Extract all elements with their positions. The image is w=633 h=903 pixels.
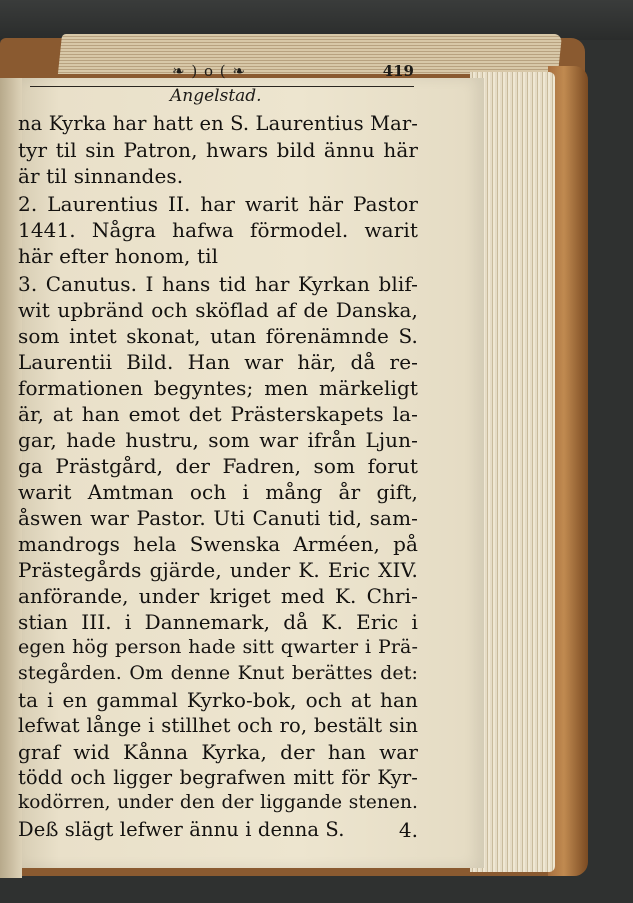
header-ornament: ❧ ) o ( ❧ <box>172 62 246 80</box>
text-line: här efter honom, til <box>18 244 219 268</box>
catchword: 4. <box>398 818 418 842</box>
page-number: 419 <box>382 62 414 80</box>
text-line: anförande, under kriget med K. Chri- <box>18 584 418 608</box>
text-line: egen hög person hade sitt qwarter i Prä- <box>18 636 418 658</box>
text-line: lefwat långe i stillhet och ro, bestält sin <box>18 714 418 737</box>
text-line: kodörren, under den der liggande stenen. <box>18 792 418 813</box>
text-line: ta i en gammal Kyrko-bok, och at han <box>18 688 418 712</box>
page-header <box>30 62 414 82</box>
text-line: na Kyrka har hatt en S. Laurentius Mar- <box>18 112 418 135</box>
running-title: Angelstad. <box>170 86 262 106</box>
text-line: wit upbränd och sköflad af de Danska, <box>18 298 418 322</box>
text-line: Laurentii Bild. Han war här, då re- <box>18 350 418 374</box>
text-line: är til sinnandes. <box>18 164 184 188</box>
text-line: stian III. i Dannemark, då K. Eric i <box>18 610 418 634</box>
text-line: Prästegårds gjärde, under K. Eric XIV. <box>18 558 418 582</box>
text-line: warit Amtman och i mång år gift, <box>18 480 418 504</box>
text-line: är, at han emot det Prästerskapets la- <box>18 402 418 426</box>
text-line: ga Prästgård, der Fadren, som forut <box>18 454 418 478</box>
text-line: gar, hade hustru, som war ifrån Ljun- <box>18 428 418 452</box>
text-line: formationen begyntes; men märkeligt <box>18 376 418 400</box>
text-line: graf wid Kånna Kyrka, der han war <box>18 740 418 764</box>
text-line: 1441. Några hafwa förmodel. warit <box>18 218 418 242</box>
text-line: 3. Canutus. I hans tid har Kyrkan blif- <box>18 272 418 296</box>
text-line: tyr til sin Patron, hwars bild ännu här <box>18 138 418 162</box>
text-line: som intet skonat, utan förenämnde S. <box>18 324 418 348</box>
text-line: åswen war Pastor. Uti Canuti tid, sam- <box>18 506 418 530</box>
text-line: 2. Laurentius II. har warit här Pastor <box>18 192 418 216</box>
text-line: stegården. Om denne Knut berättes det: <box>18 662 418 684</box>
text-line: Deß slägt lefwer ännu i denna S. <box>18 818 345 841</box>
text-line: tödd och ligger begrafwen mitt för Kyr- <box>18 766 418 789</box>
text-line: mandrogs hela Swenska Arméen, på <box>18 532 418 556</box>
